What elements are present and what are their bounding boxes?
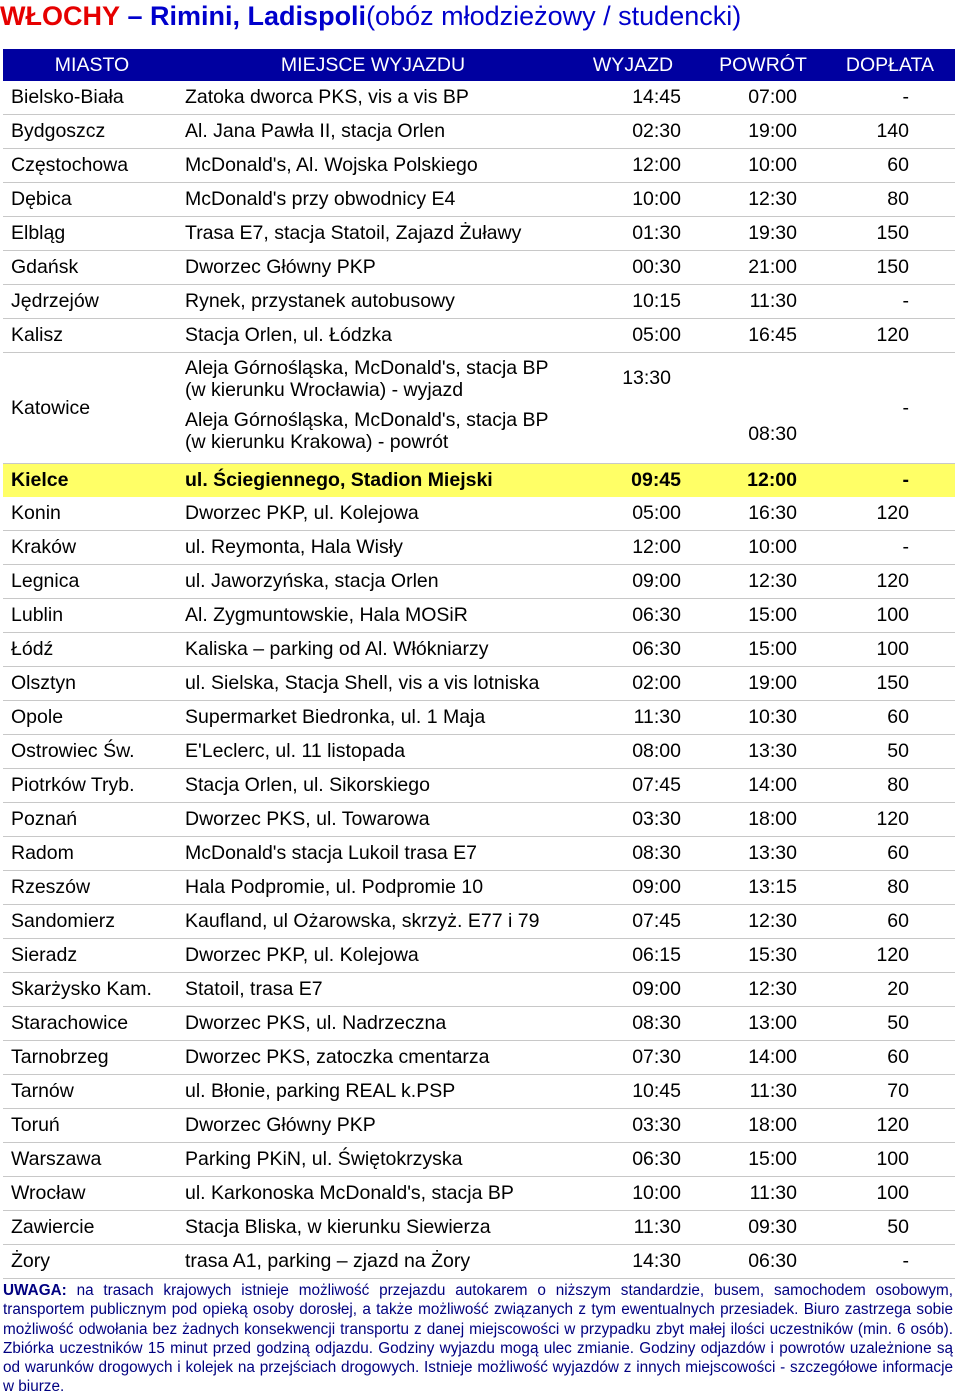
table-row xyxy=(3,565,955,599)
cell-place: Dworzec PKP, ul. Kolejowa xyxy=(181,939,565,973)
table-header-row xyxy=(3,49,955,81)
cell-departure: 06:30 xyxy=(565,633,701,667)
cell-city: Gdańsk xyxy=(3,251,181,285)
cell-return: 18:00 xyxy=(701,803,825,837)
cell-place: ul. Błonie, parking REAL k.PSP xyxy=(181,1075,565,1109)
place-return xyxy=(185,409,549,453)
cell-departure: 08:30 xyxy=(565,837,701,871)
table-row xyxy=(3,285,955,319)
cell-return: 15:00 xyxy=(701,599,825,633)
cell-fee: 120 xyxy=(825,319,955,353)
cell-city: Ostrowiec Św. xyxy=(3,735,181,769)
cell-departure: 09:45 xyxy=(565,464,701,498)
cell-place: ul. Ściegiennego, Stadion Miejski xyxy=(181,464,565,498)
place-return-line1: Aleja Górnośląska, McDonald's, stacja BP xyxy=(185,409,549,431)
cell-return: 12:30 xyxy=(701,905,825,939)
cell-fee: 150 xyxy=(825,667,955,701)
cell-return: 19:30 xyxy=(701,217,825,251)
cell-fee: 120 xyxy=(825,565,955,599)
column-header-fee: DOPŁATA xyxy=(825,49,955,81)
table-row xyxy=(3,735,955,769)
cell-return: 13:15 xyxy=(701,871,825,905)
departure-table xyxy=(3,49,955,1279)
cell-place: Stacja Bliska, w kierunku Siewierza xyxy=(181,1211,565,1245)
table-row xyxy=(3,1041,955,1075)
table-row xyxy=(3,837,955,871)
title-cities: Rimini, Ladispoli xyxy=(150,1,367,31)
cell-city: Częstochowa xyxy=(3,149,181,183)
cell-departure: 08:30 xyxy=(565,1007,701,1041)
cell-fee: 60 xyxy=(825,837,955,871)
cell-departure: 13:30 xyxy=(622,367,671,389)
cell-city: Konin xyxy=(3,497,181,531)
cell-return: 12:30 xyxy=(701,565,825,599)
table-row-kielce xyxy=(3,464,955,498)
cell-place: ul. Jaworzyńska, stacja Orlen xyxy=(181,565,565,599)
table-body-b xyxy=(3,497,955,1279)
cell-place: Kaufland, ul Ożarowska, skrzyż. E77 i 79 xyxy=(181,905,565,939)
table-row xyxy=(3,973,955,1007)
cell-city: Lublin xyxy=(3,599,181,633)
cell-departure: 07:45 xyxy=(565,769,701,803)
cell-place: Stacja Orlen, ul. Łódzka xyxy=(181,319,565,353)
table-row xyxy=(3,633,955,667)
table-row xyxy=(3,1075,955,1109)
cell-place: ul. Sielska, Stacja Shell, vis a vis lotniska xyxy=(181,667,565,701)
cell-departure: 06:30 xyxy=(565,599,701,633)
cell-return: 15:00 xyxy=(701,1143,825,1177)
cell-return: 09:30 xyxy=(701,1211,825,1245)
table-row xyxy=(3,599,955,633)
cell-city: Poznań xyxy=(3,803,181,837)
cell-return: 10:30 xyxy=(701,701,825,735)
cell-city: Warszawa xyxy=(3,1143,181,1177)
cell-return: 13:30 xyxy=(701,837,825,871)
table-row xyxy=(3,1211,955,1245)
title-dash: – xyxy=(127,1,143,31)
cell-return: 10:00 xyxy=(701,531,825,565)
cell-departure: 05:00 xyxy=(565,497,701,531)
cell-place: Dworzec PKS, ul. Towarowa xyxy=(181,803,565,837)
cell-place: McDonald's przy obwodnicy E4 xyxy=(181,183,565,217)
notice-text: na trasach krajowych istnieje możliwość przejazdu autokarem o niższym standardzie, busem, samochodem osobowym, transportem publicznym pod opieką osoby dorosłej, a także możliwość związanych z tym ewentualnych przesiadek. Biuro zastrzega sobie możliwość odwołania bez żadnych konsekwencji transportu z danej miejscowości w przypadku zbyt małej ilości uczestników (min. 6 osób). Zbiórka uczestników 15 minut przed godziną odjazdu. Godziny wyjazdu mogą ulec zmianie. Godziny odjazdów i powrotów uzależnione są od warunków drogowych i kolejek na przejściach drogowych. Istnieje możliwość wyjazdów z innych miejscowości - szczegółowe informacje w biurze. xyxy=(3,1282,953,1396)
cell-departure: 01:30 xyxy=(565,217,701,251)
cell-departure: 07:30 xyxy=(565,1041,701,1075)
cell-fee: 100 xyxy=(825,1177,955,1211)
cell-return: 12:30 xyxy=(701,973,825,1007)
cell-departure: 05:00 xyxy=(565,319,701,353)
cell-return: 19:00 xyxy=(701,667,825,701)
cell-city: Kraków xyxy=(3,531,181,565)
table-row xyxy=(3,217,955,251)
notice-label: UWAGA: xyxy=(3,1282,67,1299)
cell-return: 06:30 xyxy=(701,1245,825,1279)
cell-return: 18:00 xyxy=(701,1109,825,1143)
cell-departure: 02:00 xyxy=(565,667,701,701)
cell-fee: 100 xyxy=(825,599,955,633)
table-row xyxy=(3,251,955,285)
table-row xyxy=(3,905,955,939)
cell-fee: 80 xyxy=(825,871,955,905)
cell-city: Zawiercie xyxy=(3,1211,181,1245)
cell-fee: 140 xyxy=(825,115,955,149)
cell-city: Skarżysko Kam. xyxy=(3,973,181,1007)
cell-city: Sandomierz xyxy=(3,905,181,939)
cell-fee: 60 xyxy=(825,149,955,183)
cell-place: Supermarket Biedronka, ul. 1 Maja xyxy=(181,701,565,735)
cell-city: Starachowice xyxy=(3,1007,181,1041)
cell-departure: 11:30 xyxy=(565,701,701,735)
cell-city: Piotrków Tryb. xyxy=(3,769,181,803)
cell-fee: 120 xyxy=(825,803,955,837)
cell-city: Jędrzejów xyxy=(3,285,181,319)
cell-departure: 07:45 xyxy=(565,905,701,939)
place-outbound-line2: (w kierunku Wrocławia) - wyjazd xyxy=(185,379,464,401)
table-row xyxy=(3,149,955,183)
cell-fee: 50 xyxy=(825,1211,955,1245)
cell-place: McDonald's stacja Lukoil trasa E7 xyxy=(181,837,565,871)
cell-fee: 60 xyxy=(825,701,955,735)
cell-city: Rzeszów xyxy=(3,871,181,905)
cell-place: Trasa E7, stacja Statoil, Zajazd Żuławy xyxy=(181,217,565,251)
cell-city: Dębica xyxy=(3,183,181,217)
cell-departure: 03:30 xyxy=(565,803,701,837)
cell-return: 14:00 xyxy=(701,769,825,803)
place-outbound-line1: Aleja Górnośląska, McDonald's, stacja BP xyxy=(185,357,549,379)
cell-fee: 150 xyxy=(825,217,955,251)
cell-city: Bielsko-Biała xyxy=(3,81,181,115)
cell-city: Katowice xyxy=(3,353,181,464)
cell-city: Elbląg xyxy=(3,217,181,251)
cell-return: 16:30 xyxy=(701,497,825,531)
cell-place: Al. Jana Pawła II, stacja Orlen xyxy=(181,115,565,149)
cell-fee: 80 xyxy=(825,769,955,803)
cell-departure: 11:30 xyxy=(565,1211,701,1245)
cell-return: 12:30 xyxy=(701,183,825,217)
cell-return: 13:00 xyxy=(701,1007,825,1041)
cell-city: Toruń xyxy=(3,1109,181,1143)
cell-place: Dworzec Główny PKP xyxy=(181,251,565,285)
table-body-a xyxy=(3,81,955,353)
cell-city: Bydgoszcz xyxy=(3,115,181,149)
cell-city: Opole xyxy=(3,701,181,735)
cell-fee: 60 xyxy=(825,905,955,939)
cell-fee: 120 xyxy=(825,497,955,531)
cell-fee: 100 xyxy=(825,633,955,667)
column-header-place: MIEJSCE WYJAZDU xyxy=(181,49,565,81)
table-row xyxy=(3,1007,955,1041)
cell-departure: 10:00 xyxy=(565,183,701,217)
cell-departure: 10:45 xyxy=(565,1075,701,1109)
cell-departure: 14:45 xyxy=(565,81,701,115)
cell-place: Rynek, przystanek autobusowy xyxy=(181,285,565,319)
table-row xyxy=(3,1177,955,1211)
cell-return: 12:00 xyxy=(701,464,825,498)
cell-fee: - xyxy=(825,464,955,498)
table-row xyxy=(3,183,955,217)
table-row xyxy=(3,115,955,149)
cell-city: Żory xyxy=(3,1245,181,1279)
table-row xyxy=(3,701,955,735)
cell-departure: 09:00 xyxy=(565,973,701,1007)
cell-return: 07:00 xyxy=(701,81,825,115)
cell-return: 11:30 xyxy=(701,1075,825,1109)
cell-fee: 70 xyxy=(825,1075,955,1109)
cell-return: 10:00 xyxy=(701,149,825,183)
cell-departure: 12:00 xyxy=(565,531,701,565)
cell-departure: 09:00 xyxy=(565,565,701,599)
column-header-departure: WYJAZD xyxy=(565,49,701,81)
cell-city: Sieradz xyxy=(3,939,181,973)
cell-fee: - xyxy=(825,531,955,565)
cell-return: 11:30 xyxy=(701,1177,825,1211)
cell-fee: - xyxy=(825,81,955,115)
cell-fee: 120 xyxy=(825,1109,955,1143)
cell-return: 08:30 xyxy=(748,423,797,445)
cell-return: 15:00 xyxy=(701,633,825,667)
cell-return: 14:00 xyxy=(701,1041,825,1075)
cell-fee: - xyxy=(825,285,955,319)
table-row xyxy=(3,871,955,905)
table-body-katowice xyxy=(3,353,955,498)
cell-departure: 03:30 xyxy=(565,1109,701,1143)
cell-fee: 150 xyxy=(825,251,955,285)
cell-city: Radom xyxy=(3,837,181,871)
cell-place: McDonald's, Al. Wojska Polskiego xyxy=(181,149,565,183)
cell-place: Statoil, trasa E7 xyxy=(181,973,565,1007)
cell-departure: 10:00 xyxy=(565,1177,701,1211)
cell-fee: 80 xyxy=(825,183,955,217)
cell-fee: 100 xyxy=(825,1143,955,1177)
place-outbound xyxy=(185,357,549,401)
table-row xyxy=(3,1245,955,1279)
cell-place: Kaliska – parking od Al. Włókniarzy xyxy=(181,633,565,667)
cell-place: Zatoka dworca PKS, vis a vis BP xyxy=(181,81,565,115)
cell-place: Al. Zygmuntowskie, Hala MOSiR xyxy=(181,599,565,633)
cell-city: Łódź xyxy=(3,633,181,667)
cell-fee: 50 xyxy=(825,1007,955,1041)
column-header-return: POWRÓT xyxy=(701,49,825,81)
cell-place: Parking PKiN, ul. Świętokrzyska xyxy=(181,1143,565,1177)
cell-departure: 12:00 xyxy=(565,149,701,183)
cell-departure: 06:30 xyxy=(565,1143,701,1177)
table-row xyxy=(3,81,955,115)
table-row xyxy=(3,939,955,973)
table-row xyxy=(3,667,955,701)
cell-city: Kielce xyxy=(3,464,181,498)
page-title xyxy=(0,0,741,36)
cell-place: trasa A1, parking – zjazd na Żory xyxy=(181,1245,565,1279)
cell-place: Dworzec PKP, ul. Kolejowa xyxy=(181,497,565,531)
table-row-katowice xyxy=(3,353,955,464)
cell-place: ul. Karkonoska McDonald's, stacja BP xyxy=(181,1177,565,1211)
table-row xyxy=(3,1109,955,1143)
cell-return: 16:45 xyxy=(701,319,825,353)
table-row xyxy=(3,497,955,531)
title-subtitle: (obóz młodzieżowy / studencki) xyxy=(366,1,742,31)
cell-return: 21:00 xyxy=(701,251,825,285)
cell-city: Legnica xyxy=(3,565,181,599)
cell-departure: 14:30 xyxy=(565,1245,701,1279)
place-return-line2: (w kierunku Krakowa) - powrót xyxy=(185,431,449,453)
table-row xyxy=(3,769,955,803)
cell-fee: 50 xyxy=(825,735,955,769)
cell-return: 11:30 xyxy=(701,285,825,319)
cell-return: 15:30 xyxy=(701,939,825,973)
cell-place: Dworzec Główny PKP xyxy=(181,1109,565,1143)
table-row xyxy=(3,531,955,565)
notice xyxy=(3,1281,953,1397)
cell-return: 13:30 xyxy=(701,735,825,769)
cell-fee: 60 xyxy=(825,1041,955,1075)
column-header-city: MIASTO xyxy=(3,49,181,81)
cell-departure: 09:00 xyxy=(565,871,701,905)
cell-fee: - xyxy=(825,353,955,464)
table-row xyxy=(3,319,955,353)
cell-city: Olsztyn xyxy=(3,667,181,701)
cell-departure: 00:30 xyxy=(565,251,701,285)
table-row xyxy=(3,1143,955,1177)
cell-place: E'Leclerc, ul. 11 listopada xyxy=(181,735,565,769)
cell-city: Wrocław xyxy=(3,1177,181,1211)
title-country: WŁOCHY xyxy=(0,1,120,31)
cell-city: Kalisz xyxy=(3,319,181,353)
cell-departure: 02:30 xyxy=(565,115,701,149)
cell-fee: 120 xyxy=(825,939,955,973)
cell-city: Tarnobrzeg xyxy=(3,1041,181,1075)
cell-departure: 06:15 xyxy=(565,939,701,973)
cell-fee: 20 xyxy=(825,973,955,1007)
cell-place: Dworzec PKS, ul. Nadrzeczna xyxy=(181,1007,565,1041)
cell-place-combined xyxy=(181,353,825,464)
table-row xyxy=(3,803,955,837)
cell-departure: 10:15 xyxy=(565,285,701,319)
cell-fee: - xyxy=(825,1245,955,1279)
cell-return: 19:00 xyxy=(701,115,825,149)
cell-place: Stacja Orlen, ul. Sikorskiego xyxy=(181,769,565,803)
cell-place: Hala Podpromie, ul. Podpromie 10 xyxy=(181,871,565,905)
cell-place: ul. Reymonta, Hala Wisły xyxy=(181,531,565,565)
cell-departure: 08:00 xyxy=(565,735,701,769)
cell-place: Dworzec PKS, zatoczka cmentarza xyxy=(181,1041,565,1075)
cell-city: Tarnów xyxy=(3,1075,181,1109)
